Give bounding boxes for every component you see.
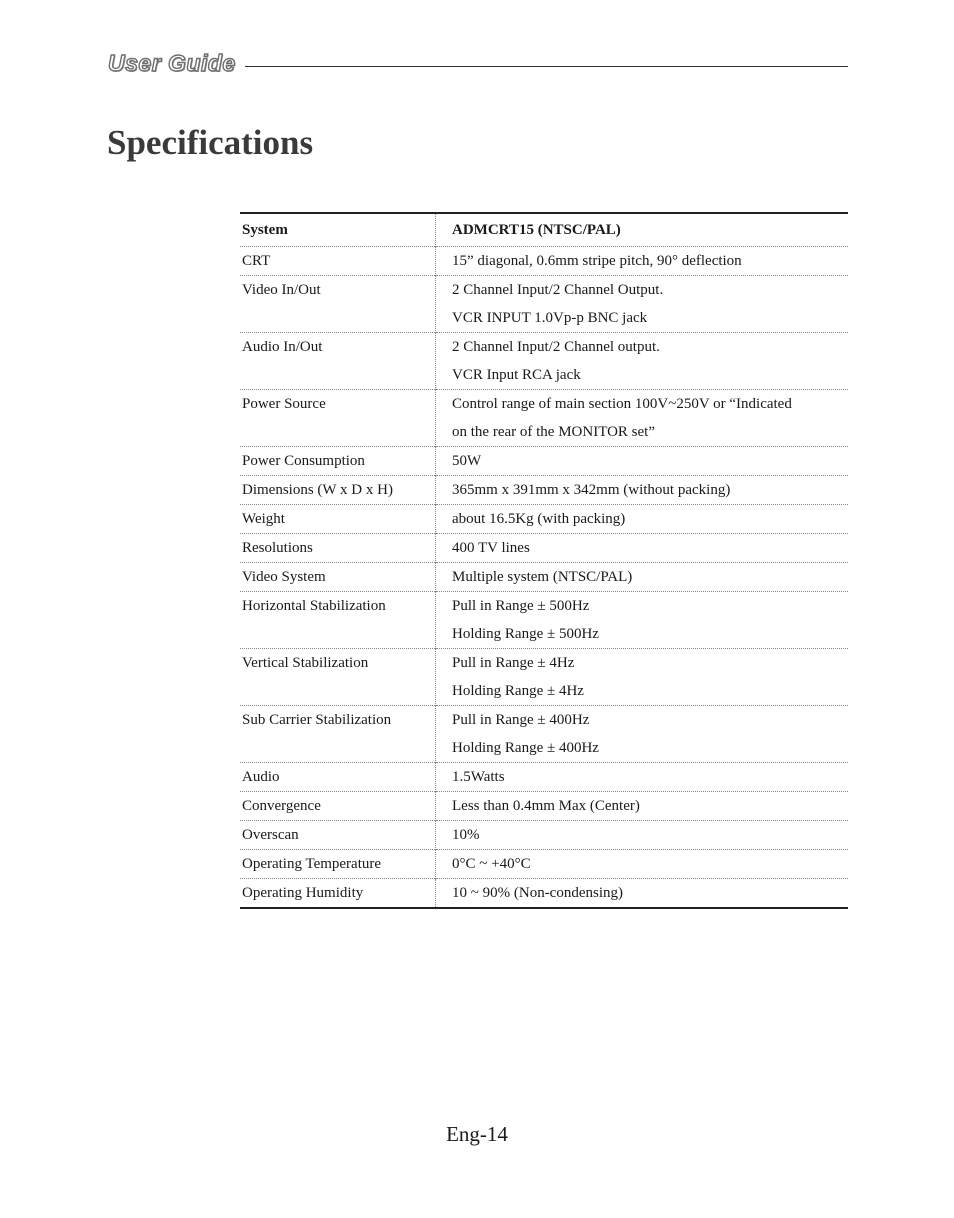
spec-value-line: Control range of main section 100V~250V or “Indicated <box>452 396 792 412</box>
spec-value <box>436 792 849 821</box>
spec-value <box>436 276 849 333</box>
spec-value-line: Multiple system (NTSC/PAL) <box>452 569 633 585</box>
spec-label: Resolutions <box>240 534 436 563</box>
spec-value-line: 10% <box>452 827 480 843</box>
table-row <box>240 850 848 879</box>
spec-value <box>436 879 849 909</box>
table-row <box>240 821 848 850</box>
spec-label: Weight <box>240 505 436 534</box>
spec-value-line: 2 Channel Input/2 Channel output. <box>452 339 660 355</box>
spec-value <box>436 763 849 792</box>
spec-label: Dimensions (W x D x H) <box>240 476 436 505</box>
spec-label: Power Consumption <box>240 447 436 476</box>
table-body <box>240 247 848 909</box>
table-row <box>240 792 848 821</box>
spec-label: Horizontal Stabilization <box>240 592 436 649</box>
spec-value <box>436 390 849 447</box>
spec-value-line: 400 TV lines <box>452 540 530 556</box>
table-row <box>240 649 848 706</box>
spec-value-line: 0°C ~ +40°C <box>452 856 531 872</box>
table-row <box>240 706 848 763</box>
spec-value <box>436 534 849 563</box>
header-rule <box>245 66 848 67</box>
spec-value-line: Holding Range ± 500Hz <box>452 626 599 642</box>
table-header-row <box>240 213 848 247</box>
spec-value-line: Pull in Range ± 400Hz <box>452 712 590 728</box>
spec-value <box>436 850 849 879</box>
spec-label: Overscan <box>240 821 436 850</box>
spec-value-line: about 16.5Kg (with packing) <box>452 511 626 527</box>
spec-value <box>436 333 849 390</box>
table-row <box>240 476 848 505</box>
table-row <box>240 563 848 592</box>
spec-value <box>436 247 849 276</box>
table-row <box>240 333 848 390</box>
spec-label: Operating Temperature <box>240 850 436 879</box>
table-row <box>240 534 848 563</box>
table-row <box>240 505 848 534</box>
spec-value-line: 50W <box>452 453 482 469</box>
spec-label: Video In/Out <box>240 276 436 333</box>
spec-value <box>436 447 849 476</box>
spec-value-line: Holding Range ± 400Hz <box>452 740 599 756</box>
table-row <box>240 390 848 447</box>
spec-value-line: on the rear of the MONITOR set” <box>452 424 655 440</box>
spec-value <box>436 592 849 649</box>
spec-value-line: VCR INPUT 1.0Vp-p BNC jack <box>452 310 648 326</box>
spec-value <box>436 706 849 763</box>
table-row <box>240 592 848 649</box>
table-row <box>240 447 848 476</box>
page-number: Eng-14 <box>446 1122 508 1146</box>
spec-label: Operating Humidity <box>240 879 436 909</box>
table-row <box>240 879 848 909</box>
spec-label: CRT <box>240 247 436 276</box>
spec-value-line: VCR Input RCA jack <box>452 367 581 383</box>
spec-value <box>436 649 849 706</box>
spec-value-line: 1.5Watts <box>452 769 505 785</box>
specifications-table <box>240 212 848 909</box>
spec-label: Sub Carrier Stabilization <box>240 706 436 763</box>
page-title: Specifications <box>107 123 314 162</box>
spec-value <box>436 821 849 850</box>
user-guide-logo: User Guide <box>108 50 236 76</box>
spec-value-line: Less than 0.4mm Max (Center) <box>452 798 640 814</box>
table-header-value: ADMCRT15 (NTSC/PAL) <box>452 222 621 238</box>
spec-value-line: Pull in Range ± 500Hz <box>452 598 590 614</box>
spec-value-line: Pull in Range ± 4Hz <box>452 655 575 671</box>
spec-value <box>436 505 849 534</box>
spec-label: Video System <box>240 563 436 592</box>
spec-label: Audio <box>240 763 436 792</box>
spec-value-line: 2 Channel Input/2 Channel Output. <box>452 282 664 298</box>
table-row <box>240 763 848 792</box>
spec-label: Audio In/Out <box>240 333 436 390</box>
spec-value-line: Holding Range ± 4Hz <box>452 683 584 699</box>
spec-value-line: 15” diagonal, 0.6mm stripe pitch, 90° deflection <box>452 253 742 269</box>
spec-label: Power Source <box>240 390 436 447</box>
spec-value <box>436 476 849 505</box>
spec-label: Vertical Stabilization <box>240 649 436 706</box>
spec-value-line: 365mm x 391mm x 342mm (without packing) <box>452 482 731 498</box>
table-row <box>240 276 848 333</box>
spec-value <box>436 563 849 592</box>
spec-label: Convergence <box>240 792 436 821</box>
spec-value-line: 10 ~ 90% (Non-condensing) <box>452 885 623 901</box>
table-header-label: System <box>240 213 436 247</box>
table-row <box>240 247 848 276</box>
